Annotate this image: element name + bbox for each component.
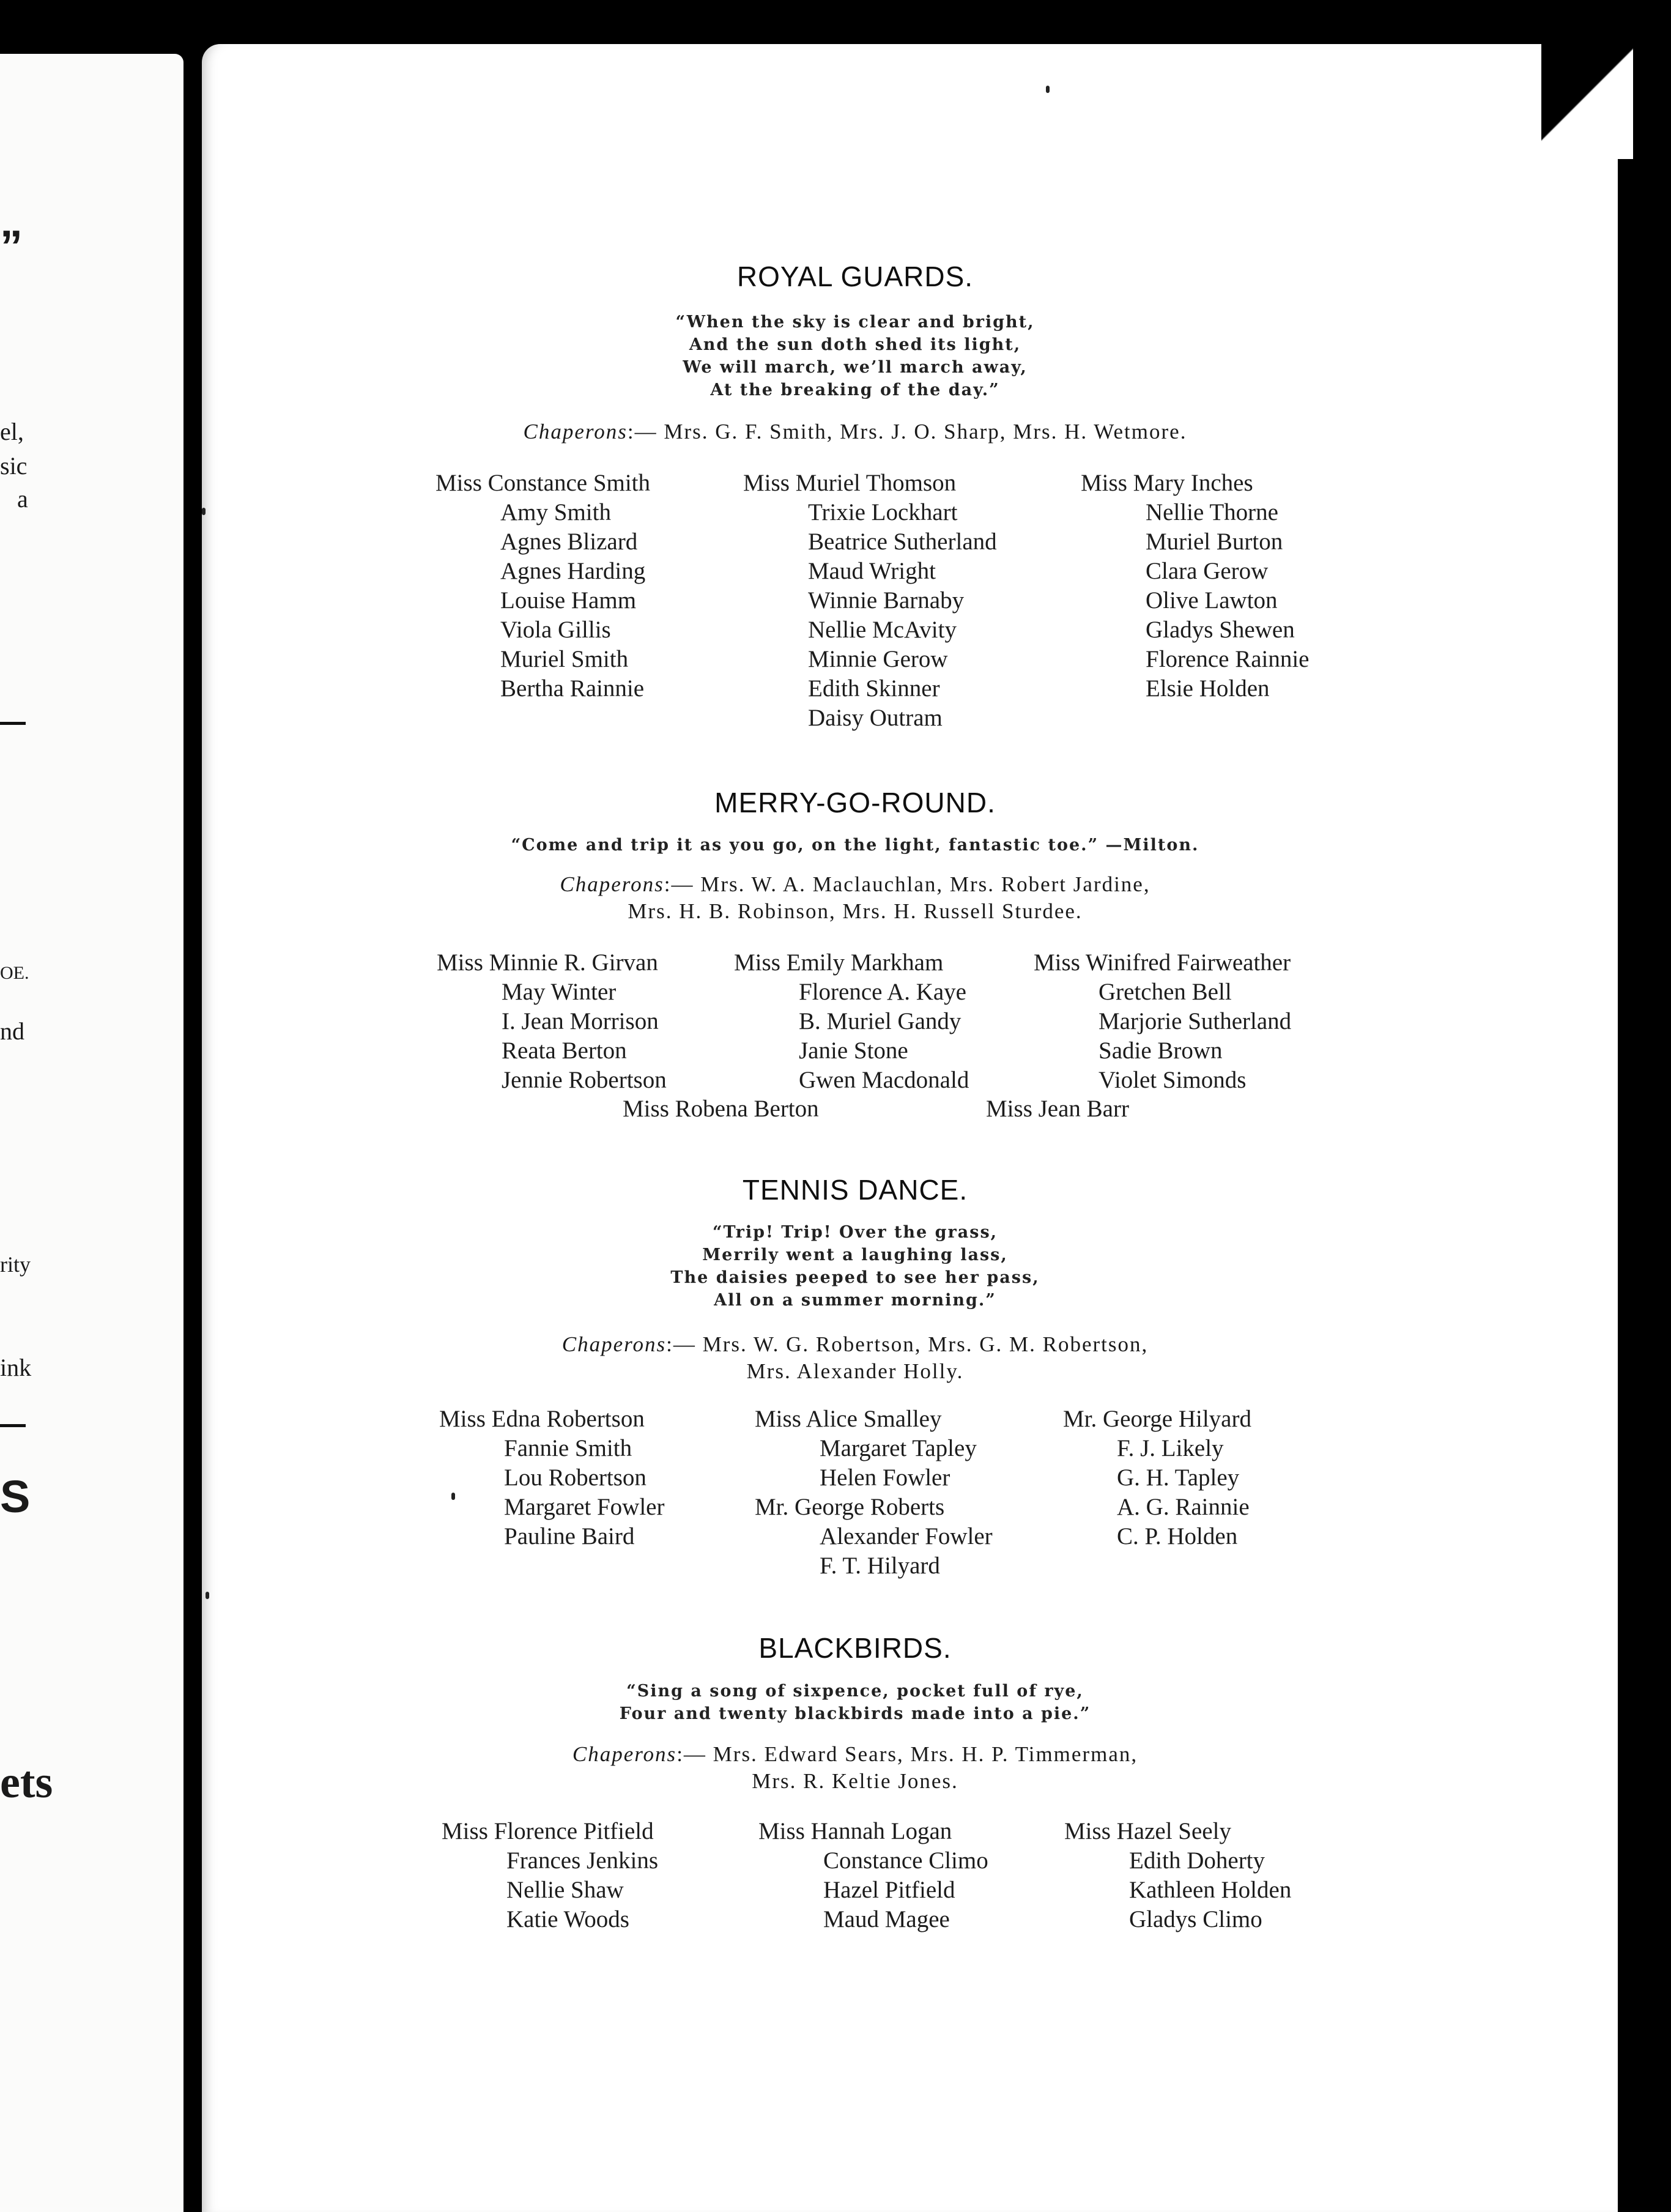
name-entry: Louise Hamm — [500, 587, 637, 614]
name-entry: G. H. Tapley — [1117, 1464, 1240, 1491]
name-column — [743, 469, 997, 733]
chaperons-names: :— Mrs. Edward Sears, Mrs. H. P. Timmerman, — [676, 1742, 1138, 1766]
name-entry: Miss Robena Berton — [623, 1096, 819, 1122]
left-rule — [0, 1424, 26, 1427]
name-entry: Gretchen Bell — [1099, 979, 1232, 1005]
folded-corner — [1541, 37, 1633, 159]
chaperons-line — [0, 871, 1671, 925]
name-entry: Florence Rainnie — [1146, 646, 1310, 672]
verse-line: “Come and trip it as you go, on the light, fantastic toe.” —Milton. — [511, 836, 1199, 855]
name-entry: Alexander Fowler — [820, 1523, 993, 1550]
name-entry: Katie Woods — [506, 1906, 629, 1932]
verse-line: At the breaking of the day.” — [710, 380, 1000, 399]
name-entry: Mr. George Hilyard — [1063, 1406, 1251, 1432]
name-entry: Constance Climo — [823, 1847, 988, 1874]
name-entry: Miss Winifred Fairweather — [1034, 949, 1291, 976]
chaperons-names: Mrs. H. B. Robinson, Mrs. H. Russell Sturdee. — [628, 899, 1083, 923]
name-entry: Margaret Tapley — [820, 1435, 977, 1461]
name-entry: Lou Robertson — [504, 1464, 647, 1491]
name-entry: Nellie Shaw — [506, 1877, 624, 1903]
left-fragment: rity — [0, 1252, 31, 1277]
name-column — [442, 1817, 658, 1934]
section-heading-merry-go-round: MERRY-GO-ROUND. — [714, 787, 996, 818]
name-entry: Clara Gerow — [1146, 558, 1269, 584]
name-column — [435, 469, 650, 703]
name-entry: Mr. George Roberts — [755, 1494, 945, 1520]
chaperons-line — [0, 418, 1671, 445]
name-entry: Fannie Smith — [504, 1435, 632, 1461]
name-entry: Elsie Holden — [1146, 675, 1270, 702]
name-entry: Florence A. Kaye — [799, 979, 966, 1005]
name-entry: Miss Constance Smith — [435, 470, 651, 496]
verse-line: All on a summer morning.” — [714, 1291, 996, 1310]
name-column — [758, 1817, 988, 1934]
left-rule — [0, 722, 26, 725]
name-entry: Maud Magee — [823, 1906, 950, 1932]
name-entry: Nellie Thorne — [1146, 499, 1278, 525]
verse-line: Four and twenty blackbirds made into a pie.” — [619, 1704, 1091, 1723]
name-entry: Reata Berton — [502, 1037, 627, 1064]
chaperons-label: Chaperons — [561, 1332, 667, 1356]
left-fragment: S — [0, 1471, 31, 1522]
section-verse — [0, 1221, 1671, 1312]
name-entry: F. T. Hilyard — [820, 1553, 940, 1579]
name-entry: Miss Florence Pitfield — [442, 1818, 654, 1844]
left-fragment: a — [17, 485, 28, 513]
name-entry: Miss Hannah Logan — [758, 1818, 952, 1844]
name-column — [437, 948, 667, 1095]
name-entry: Amy Smith — [500, 499, 611, 525]
name-entry: Jennie Robertson — [502, 1067, 667, 1093]
name-entry: Sadie Brown — [1099, 1037, 1223, 1064]
name-entry: Viola Gillis — [500, 617, 611, 643]
name-column — [439, 1405, 664, 1551]
name-entry: Olive Lawton — [1146, 587, 1278, 614]
name-column — [1081, 469, 1310, 703]
name-entry: Edith Doherty — [1129, 1847, 1265, 1874]
name-entry: Muriel Burton — [1146, 529, 1283, 555]
left-fragment: el, — [0, 418, 24, 445]
name-entry: Winnie Barnaby — [808, 587, 965, 614]
name-column — [1064, 1817, 1291, 1934]
left-fragment: OE. — [0, 963, 29, 983]
section-verse — [0, 834, 1671, 856]
name-entry: Maud Wright — [808, 558, 936, 584]
print-speck — [451, 1493, 455, 1500]
left-fragment: ets — [0, 1757, 53, 1808]
section-heading-tennis-dance: TENNIS DANCE. — [742, 1174, 968, 1206]
name-entry: Janie Stone — [799, 1037, 908, 1064]
verse-line: The daisies peeped to see her pass, — [670, 1268, 1040, 1287]
name-entry: Frances Jenkins — [506, 1847, 659, 1874]
name-entry: Miss Minnie R. Girvan — [437, 949, 658, 976]
name-entry: Beatrice Sutherland — [808, 529, 997, 555]
verse-line: “Sing a song of sixpence, pocket full of rye, — [626, 1682, 1084, 1701]
section-verse — [0, 1680, 1671, 1725]
name-entry: Minnie Gerow — [808, 646, 948, 672]
chaperons-names: :— Mrs. G. F. Smith, Mrs. J. O. Sharp, Mrs. H. Wetmore. — [627, 420, 1187, 444]
name-entry: B. Muriel Gandy — [799, 1008, 961, 1034]
section-heading-blackbirds: BLACKBIRDS. — [758, 1632, 952, 1664]
name-entry: Muriel Smith — [500, 646, 629, 672]
chaperons-names: Mrs. R. Keltie Jones. — [752, 1769, 958, 1793]
name-entry: Trixie Lockhart — [808, 499, 958, 525]
left-fragment: ink — [0, 1354, 32, 1381]
name-entry: Marjorie Sutherland — [1099, 1008, 1292, 1034]
name-entry: May Winter — [502, 979, 617, 1005]
name-entry: Miss Edna Robertson — [439, 1406, 645, 1432]
chaperons-line — [0, 1741, 1671, 1795]
name-column — [755, 1405, 993, 1581]
name-entry: F. J. Likely — [1117, 1435, 1224, 1461]
name-entry: Kathleen Holden — [1129, 1877, 1292, 1903]
name-entry: Miss Mary Inches — [1081, 470, 1253, 496]
print-speck — [1046, 86, 1050, 93]
name-entry: Margaret Fowler — [504, 1494, 665, 1520]
name-entry: I. Jean Morrison — [502, 1008, 659, 1034]
chaperons-names: :— Mrs. W. G. Robertson, Mrs. G. M. Robertson, — [666, 1332, 1149, 1356]
name-entry: Pauline Baird — [504, 1523, 635, 1550]
name-entry: Miss Emily Markham — [734, 949, 944, 976]
name-entry: Edith Skinner — [808, 675, 940, 702]
name-column — [1063, 1405, 1251, 1551]
name-entry: Agnes Harding — [500, 558, 646, 584]
verse-line: “When the sky is clear and bright, — [675, 313, 1035, 332]
verse-line: And the sun doth shed its light, — [689, 335, 1021, 354]
verse-line: Merrily went a laughing lass, — [702, 1245, 1008, 1264]
name-entry: Gwen Macdonald — [799, 1067, 969, 1093]
name-entry: Nellie McAvity — [808, 617, 957, 643]
chaperons-names: Mrs. Alexander Holly. — [746, 1359, 964, 1383]
print-speck — [202, 508, 206, 515]
section-verse — [0, 311, 1671, 401]
name-entry: Daisy Outram — [808, 705, 943, 731]
chaperons-names: :— Mrs. W. A. Maclauchlan, Mrs. Robert Jardine, — [664, 872, 1150, 896]
left-fragment: sic — [0, 452, 28, 480]
section-heading-royal-guards: ROYAL GUARDS. — [736, 261, 974, 292]
chaperons-label: Chaperons — [560, 872, 664, 896]
chaperons-label: Chaperons — [572, 1742, 677, 1766]
name-entry: Gladys Climo — [1129, 1906, 1262, 1932]
name-entry: Gladys Shewen — [1146, 617, 1295, 643]
name-entry: Violet Simonds — [1099, 1067, 1247, 1093]
name-entry: Miss Alice Smalley — [755, 1406, 942, 1432]
name-entry: Miss Muriel Thomson — [743, 470, 957, 496]
chaperons-label: Chaperons — [523, 420, 628, 444]
verse-line: “Trip! Trip! Over the grass, — [712, 1223, 998, 1242]
name-entry: A. G. Rainnie — [1117, 1494, 1250, 1520]
name-entry: Miss Hazel Seely — [1064, 1818, 1231, 1844]
name-column — [1034, 948, 1291, 1095]
print-speck — [206, 1592, 209, 1599]
left-fragment: ” — [0, 221, 23, 272]
chaperons-line — [0, 1331, 1671, 1385]
verse-line: We will march, we’ll march away, — [683, 358, 1028, 377]
name-entry: Miss Jean Barr — [986, 1096, 1129, 1122]
name-entry: Agnes Blizard — [500, 529, 638, 555]
left-fragment: nd — [0, 1017, 24, 1045]
name-entry: Bertha Rainnie — [500, 675, 645, 702]
name-entry: Hazel Pitfield — [823, 1877, 955, 1903]
name-entry: C. P. Holden — [1117, 1523, 1238, 1550]
name-entry: Helen Fowler — [820, 1464, 950, 1491]
name-column — [734, 948, 969, 1095]
